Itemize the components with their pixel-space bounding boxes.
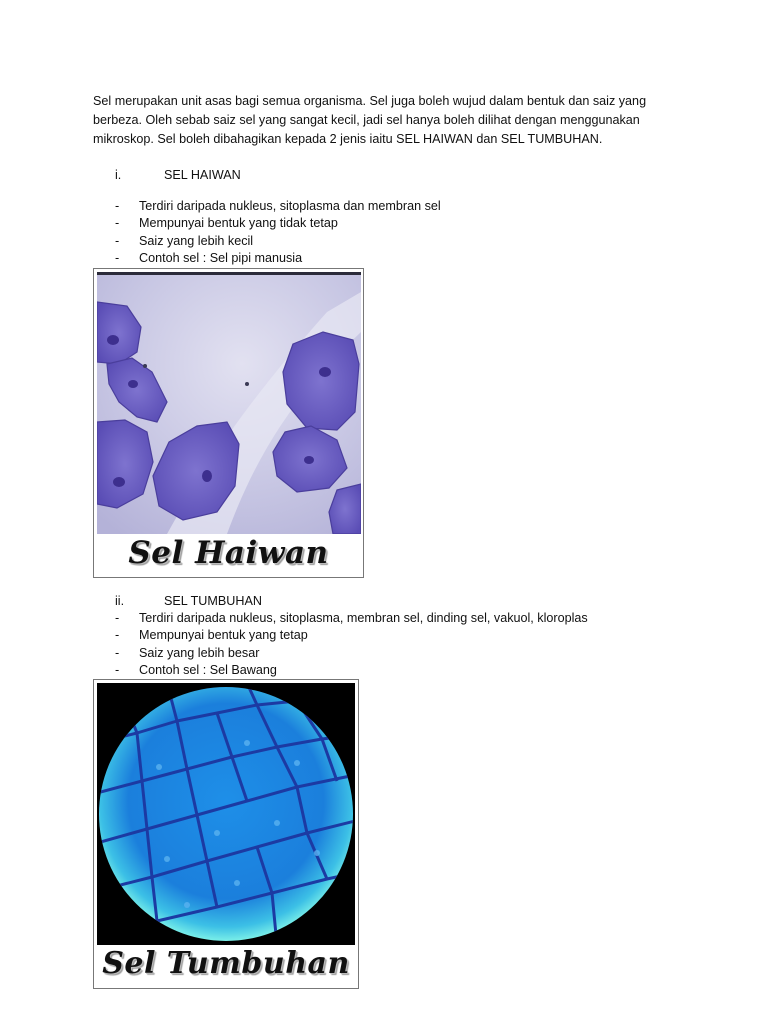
animal-cell-micrograph-icon [97,272,361,534]
list-item: - Terdiri daripada nukleus, sitoplasma, membran sel, dinding sel, vakuol, kloroplas [115,611,588,625]
list-item: - Mempunyai bentuk yang tetap [115,628,308,643]
list-item: - Saiz yang lebih besar [115,645,260,660]
list-item: - Contoh sel : Sel Bawang [115,663,277,678]
sel-tumbuhan-bullet-list [115,610,588,680]
sel-tumbuhan-figure [93,679,359,989]
section-number: ii. [115,594,125,608]
list-item: - Saiz yang lebih kecil [115,233,254,248]
section-title: SEL TUMBUHAN [164,594,262,608]
section-title: SEL HAIWAN [164,168,241,182]
list-item: - Contoh sel : Sel pipi manusia [115,251,303,266]
sel-haiwan-bullet-list [115,198,441,268]
list-item: - Terdiri daripada nukleus, sitoplasma dan membran sel [115,199,441,213]
section-number: i. [115,168,122,182]
figure-caption: Sel Haiwan [128,535,329,571]
intro-paragraph: Sel merupakan unit asas bagi semua organisma. Sel juga boleh wujud dalam bentuk dan saiz yang berbeza. Oleh sebab saiz sel yang sangat kecil, jadi sel hanya boleh dilihat dengan menggunakan mikroskop. Sel boleh dibahagikan kepada 2 jenis iaitu SEL HAIWAN dan SEL TUMBUHAN. [93,94,647,146]
figure-caption: Sel Tumbuhan [102,946,350,981]
sel-haiwan-figure [93,268,364,578]
plant-cell-micrograph-icon [97,683,355,945]
list-item: - Mempunyai bentuk yang tidak tetap [115,216,338,231]
